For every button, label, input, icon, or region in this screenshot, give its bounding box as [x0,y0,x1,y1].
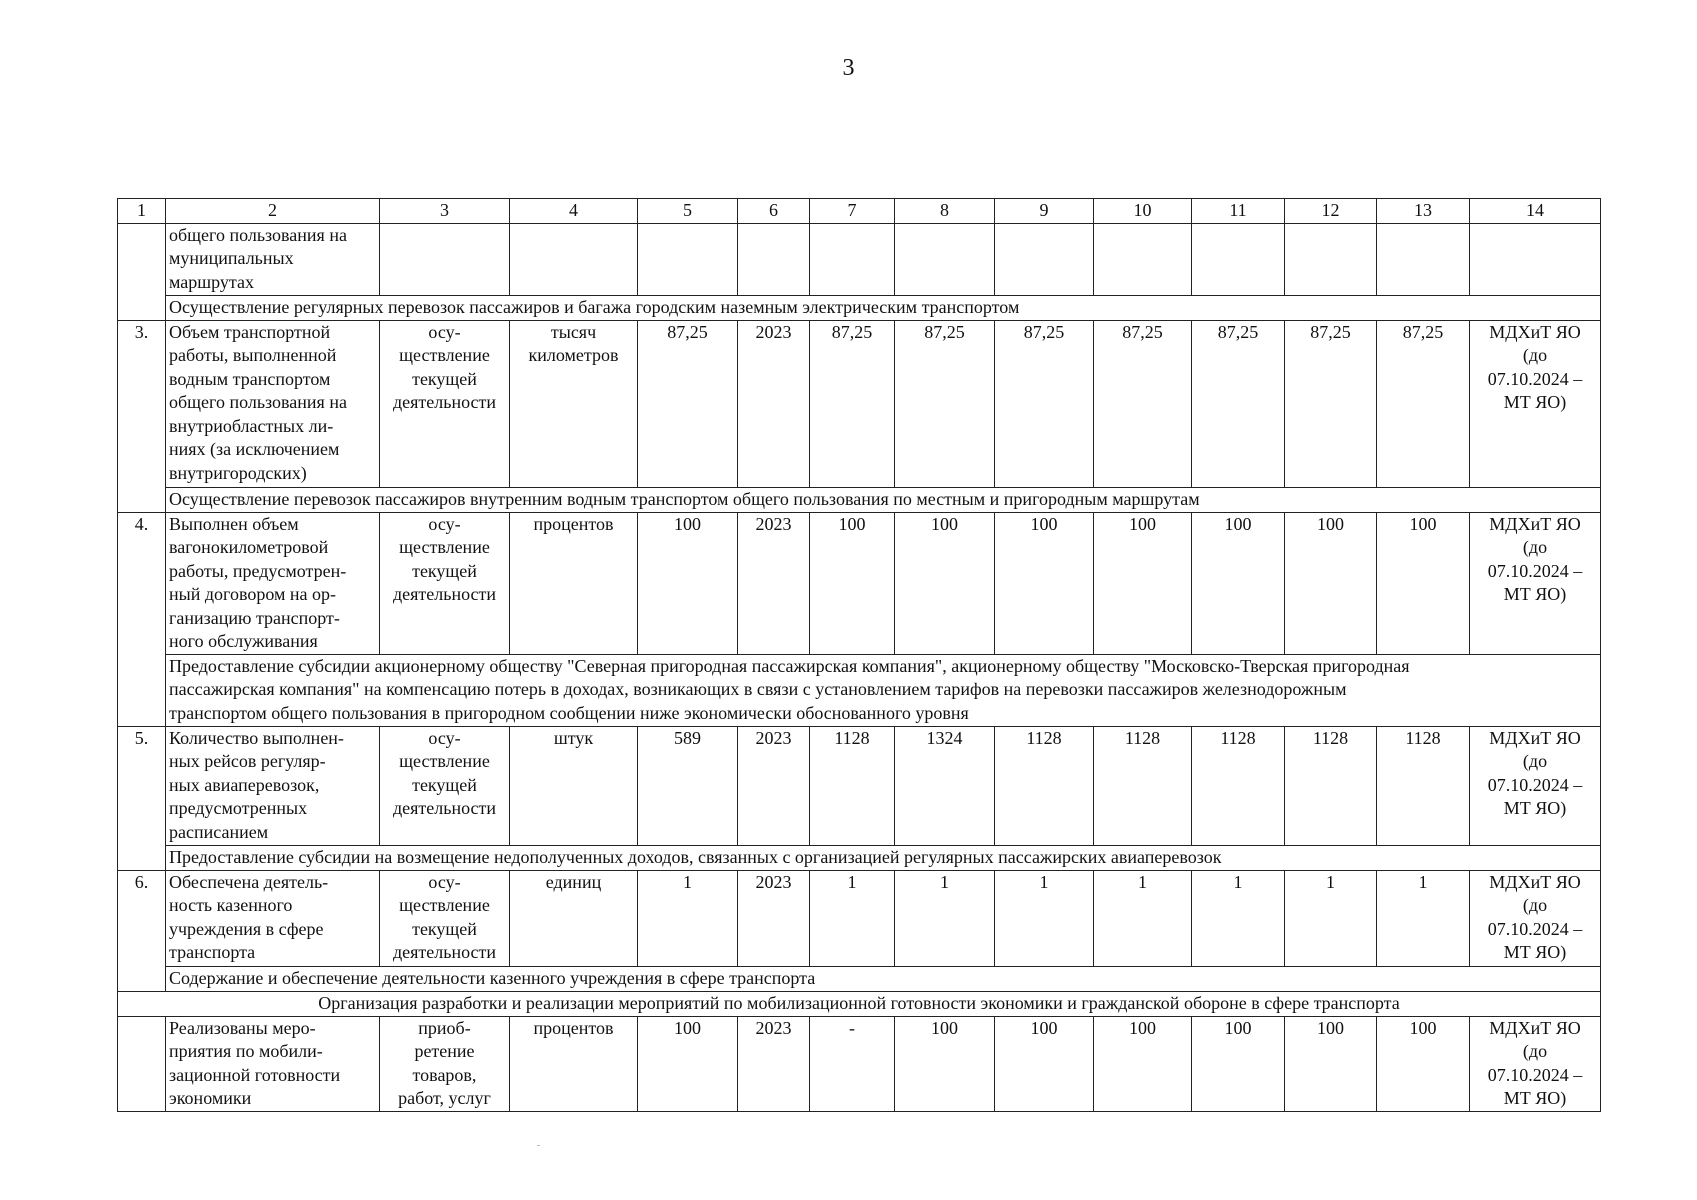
value-cell: 100 [1285,512,1377,654]
event-description: Осуществление регулярных перевозок пассажиров и багажа городским наземным электрическим транспортом [166,295,1601,320]
table-row [118,726,1601,845]
empty-cell [638,223,738,295]
row-number-cell: 6. [118,870,166,991]
header-cell: 3 [380,199,510,224]
table-row [118,223,1601,295]
event-description: Предоставление субсидии акционерному обществу "Северная пригородная пассажирская компания", акционерному обществу "Московско-Тверская пригородная пассажирская компания" на компенсацию потерь в доходах, возникающих в связи с установлением тарифов на перевозки пассажиров железнодорожным транспортом общего пользования в пригородном сообщении ниже экономически обоснованного уровня [166,654,1601,726]
table-row [118,1016,1601,1111]
indicator-name-cell: Обеспечена деятель- ность казенного учреждения в сфере транспорта [166,870,380,966]
row-number-cell: 4. [118,512,166,726]
responsible-cell: МДХиТ ЯО (до 07.10.2024 – МТ ЯО) [1470,512,1601,654]
value-cell: 1128 [995,726,1094,845]
row-number-cell [118,1016,166,1111]
activity-type-cell: приоб- ретение товаров, работ, услуг [380,1016,510,1111]
value-cell: 87,25 [1377,320,1470,487]
value-cell: 87,25 [1192,320,1285,487]
indicator-name-cell: Реализованы меро- приятия по мобили- зационной готовности экономики [166,1016,380,1111]
activity-type-cell: осу- ществление текущей деятельности [380,512,510,654]
empty-cell [1285,223,1377,295]
value-cell: 100 [995,1016,1094,1111]
indicator-name-cell: Количество выполнен- ных рейсов регуляр- ных авиаперевозок, предусмотренных расписанием [166,726,380,845]
value-cell: 1 [810,870,895,966]
header-cell: 11 [1192,199,1285,224]
row-number-cell: 5. [118,726,166,870]
value-cell: 1 [1094,870,1192,966]
value-cell: 100 [895,512,995,654]
empty-cell [895,223,995,295]
value-cell: 1 [1192,870,1285,966]
empty-cell [995,223,1094,295]
base-year-cell: 2023 [738,320,810,487]
header-cell: 5 [638,199,738,224]
unit-cell: процентов [510,1016,638,1111]
header-cell: 6 [738,199,810,224]
value-cell: 1324 [895,726,995,845]
unit-cell: процентов [510,512,638,654]
value-cell: 87,25 [1285,320,1377,487]
unit-cell: штук [510,726,638,845]
empty-cell [1377,223,1470,295]
value-cell: 1128 [1377,726,1470,845]
value-cell: 100 [1094,1016,1192,1111]
event-description: Содержание и обеспечение деятельности казенного учреждения в сфере транспорта [166,966,1601,991]
value-cell: 100 [1192,1016,1285,1111]
activity-type-cell: осу- ществление текущей деятельности [380,870,510,966]
header-cell: 8 [895,199,995,224]
row-number-cell: 3. [118,320,166,512]
value-cell: 100 [1192,512,1285,654]
indicator-name-cell: общего пользования на муниципальных маршрутах [166,223,380,295]
value-cell: 100 [895,1016,995,1111]
header-cell: 12 [1285,199,1377,224]
responsible-cell: МДХиТ ЯО (до 07.10.2024 – МТ ЯО) [1470,1016,1601,1111]
value-cell: 100 [810,512,895,654]
responsible-cell: МДХиТ ЯО (до 07.10.2024 – МТ ЯО) [1470,870,1601,966]
base-year-cell: 2023 [738,1016,810,1111]
event-row [118,654,1601,726]
task-heading-row [118,991,1601,1016]
event-row [118,966,1601,991]
value-cell: 100 [1377,1016,1470,1111]
event-description: Предоставление субсидии на возмещение недополученных доходов, связанных с организацией регулярных пассажирских авиаперевозок [166,845,1601,870]
indicators-table [117,198,1601,1112]
base-year-cell: 2023 [738,870,810,966]
empty-cell [1192,223,1285,295]
value-cell: 87,25 [1094,320,1192,487]
value-cell: 1 [1377,870,1470,966]
scan-dot [537,1145,540,1146]
event-row [118,487,1601,512]
empty-cell [1470,223,1601,295]
page-number: 3 [842,55,855,81]
base-value-cell: 1 [638,870,738,966]
value-cell: 87,25 [810,320,895,487]
empty-cell [810,223,895,295]
value-cell: 1128 [1285,726,1377,845]
table-row [118,870,1601,966]
empty-cell [1094,223,1192,295]
unit-cell: единиц [510,870,638,966]
table-header-row [118,199,1601,224]
value-cell: - [810,1016,895,1111]
header-cell: 10 [1094,199,1192,224]
responsible-cell: МДХиТ ЯО (до 07.10.2024 – МТ ЯО) [1470,320,1601,487]
header-cell: 14 [1470,199,1601,224]
value-cell: 1128 [1192,726,1285,845]
responsible-cell: МДХиТ ЯО (до 07.10.2024 – МТ ЯО) [1470,726,1601,845]
value-cell: 1 [895,870,995,966]
unit-cell: тысяч километров [510,320,638,487]
header-cell: 4 [510,199,638,224]
activity-type-cell: осу- ществление текущей деятельности [380,320,510,487]
base-year-cell: 2023 [738,726,810,845]
header-cell: 7 [810,199,895,224]
row-number-cell [118,223,166,320]
indicator-name-cell: Выполнен объем вагонокилометровой работы, предусмотрен- ный договором на ор- ганизацию транспорт- ного обслуживания [166,512,380,654]
value-cell: 87,25 [995,320,1094,487]
value-cell: 1 [1285,870,1377,966]
event-description: Осуществление перевозок пассажиров внутренним водным транспортом общего пользования по местным и пригородным маршрутам [166,487,1601,512]
empty-cell [510,223,638,295]
value-cell: 1128 [810,726,895,845]
base-value-cell: 589 [638,726,738,845]
header-cell: 2 [166,199,380,224]
empty-cell [738,223,810,295]
empty-cell [380,223,510,295]
value-cell: 100 [995,512,1094,654]
table-row [118,320,1601,487]
event-row [118,845,1601,870]
header-cell: 9 [995,199,1094,224]
indicator-name-cell: Объем транспортной работы, выполненной водным транспортом общего пользования на внутриобластных ли- ниях (за исключением внутригородских) [166,320,380,487]
header-cell: 1 [118,199,166,224]
base-value-cell: 87,25 [638,320,738,487]
base-value-cell: 100 [638,1016,738,1111]
event-row [118,295,1601,320]
value-cell: 87,25 [895,320,995,487]
value-cell: 100 [1094,512,1192,654]
base-year-cell: 2023 [738,512,810,654]
header-cell: 13 [1377,199,1470,224]
value-cell: 1128 [1094,726,1192,845]
value-cell: 100 [1377,512,1470,654]
activity-type-cell: осу- ществление текущей деятельности [380,726,510,845]
value-cell: 1 [995,870,1094,966]
base-value-cell: 100 [638,512,738,654]
table-row [118,512,1601,654]
value-cell: 100 [1285,1016,1377,1111]
task-heading: Организация разработки и реализации мероприятий по мобилизационной готовности экономики и гражданской обороне в сфере транспорта [118,991,1601,1016]
